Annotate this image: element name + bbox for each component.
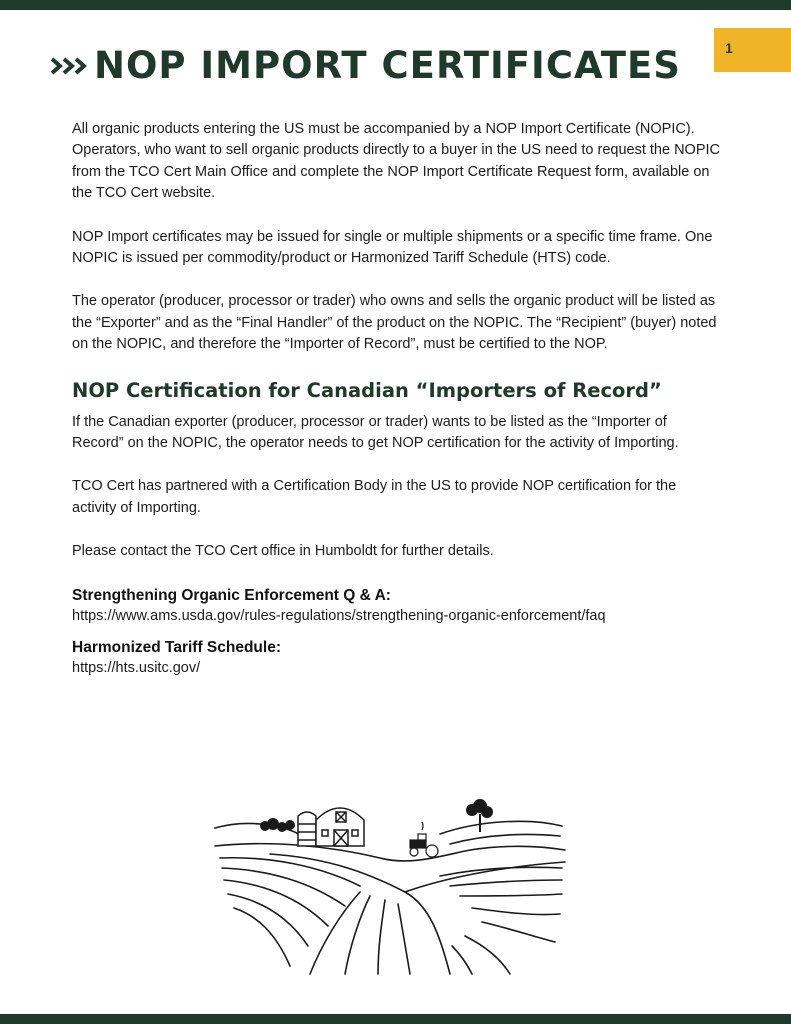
page-number-tab (714, 28, 791, 72)
section-paragraph: If the Canadian exporter (producer, processor or trader) wants to be listed as the “Importer of Record” on the NOPIC, the operator needs to get NOP certification for the activity of Importing. (72, 413, 679, 452)
link-label: Harmonized Tariff Schedule: (72, 638, 281, 656)
section-heading: NOP Certification for Canadian “Importers of Record” (72, 378, 662, 402)
intro-paragraph: All organic products entering the US must be accompanied by a NOP Import Certificate (NOPIC). Operators, who want to sell organic products directly to a buyer in the US need to request the NOPIC from the TCO Cert Main Office and complete the NOP Import Certificate Request form, available on the TCO Cert website. (72, 121, 720, 202)
reference-links (72, 585, 722, 679)
operator-paragraph: The operator (producer, processor or trader) who owns and sells the organic product will be listed as the “Exporter” and as the “Final Handler” of the product on the NOPIC. The “Recipient” (buyer) noted on the NOPIC, and therefore the “Importer of Record”, must be certified to the NOP. (72, 293, 717, 353)
bottom-border-bar (0, 1014, 791, 1024)
main-content (72, 119, 722, 689)
farm-landscape-illustration (210, 796, 570, 976)
section-paragraph: TCO Cert has partnered with a Certification Body in the US to provide NOP certification for the activity of Importing. (72, 478, 677, 516)
issuance-paragraph: NOP Import certificates may be issued for single or multiple shipments or a specific time frame. One NOPIC is issued per commodity/product or Harmonized Tariff Schedule (HTS) code. (72, 228, 713, 267)
title-row (50, 44, 681, 88)
top-border-bar (0, 0, 791, 10)
sec-faq-link[interactable]: https://www.ams.usda.gov/rules-regulations/strengthening-organic-enforcement/faq (72, 607, 606, 624)
link-label: Strengthening Organic Enforcement Q & A: (72, 586, 391, 604)
page-title: NOP IMPORT CERTIFICATES (94, 44, 681, 87)
triple-chevron-icon (50, 54, 90, 78)
contact-paragraph: Please contact the TCO Cert office in Humboldt for further details. (72, 543, 494, 560)
page-number: 1 (725, 40, 733, 56)
hts-link[interactable]: https://hts.usitc.gov/ (72, 659, 201, 676)
